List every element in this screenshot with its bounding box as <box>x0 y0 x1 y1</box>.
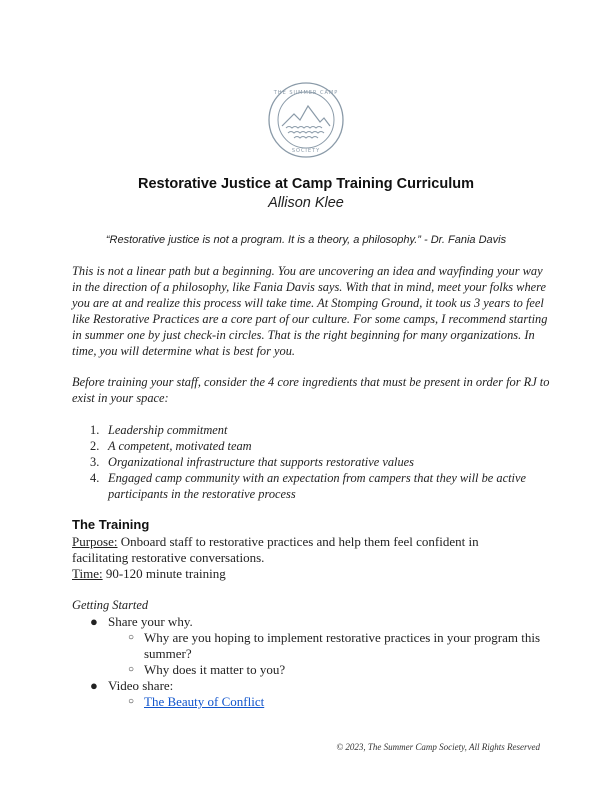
intro-paragraph: This is not a linear path but a beginning. You are uncovering an idea and wayfinding your way in the direction of a philosophy, like Fania Davis says. With that in mind, meet your folks where you are at and realize this process will take time. At Stomping Ground, it took us 3 years to feel like Restorative Practices are a core part of our culture. For some camps, I recommend starting in summer one by just check-in circles. That is the right beginning for many organizations. In time, you will determine what is best for you. <box>72 264 548 358</box>
time-text: 90-120 minute training <box>102 566 226 581</box>
beauty-of-conflict-link[interactable]: The Beauty of Conflict <box>144 694 265 709</box>
hollow-bullet-icon: ○ <box>128 632 135 643</box>
epigraph-quote: “Restorative justice is not a program. It is a theory, a philosophy.” - Dr. Fania Davis <box>105 234 507 246</box>
hollow-bullet-icon: ○ <box>128 696 135 707</box>
list-item: ○ Why does it matter to you? <box>128 662 286 677</box>
svg-text:THE SUMMER CAMP: THE SUMMER CAMP <box>273 90 339 96</box>
copyright-footer: © 2023, The Summer Camp Society, All Rights Reserved <box>336 742 540 752</box>
document-title: Restorative Justice at Camp Training Curriculum <box>137 176 474 192</box>
list-item: ○ Why are you hoping to implement restorative practices in your program this summer? <box>128 630 541 661</box>
getting-started-heading: Getting Started <box>72 598 149 612</box>
list-item: ● Video share: <box>90 678 174 693</box>
list-item: ● Share your why. <box>90 614 193 629</box>
hollow-bullet-icon: ○ <box>128 664 135 675</box>
list-item: 3. Organizational infrastructure that supports restorative values <box>90 455 414 469</box>
svg-text:SOCIETY: SOCIETY <box>291 148 321 154</box>
list-item: 4. Engaged camp community with an expectation from campers that they will be active participants in the restorative process <box>90 471 526 501</box>
getting-started-list <box>72 614 542 710</box>
summer-camp-society-logo-icon <box>266 80 346 160</box>
list-item: 1. Leadership commitment <box>90 423 228 437</box>
purpose-label: Purpose: <box>72 534 118 549</box>
time-label: Time: <box>72 566 103 581</box>
list-item: 2. A competent, motivated team <box>90 439 252 453</box>
core-ingredients-list <box>72 422 552 502</box>
purpose-text: Onboard staff to restorative practices and help them feel confident in facilitating restorative conversations. <box>72 534 479 565</box>
section-heading-training: The Training <box>72 517 150 532</box>
bullet-icon: ● <box>90 678 98 693</box>
bullet-icon: ● <box>90 614 98 629</box>
list-item <box>72 694 542 710</box>
author-name: Allison Klee <box>268 195 344 211</box>
ingredients-intro-paragraph: Before training your staff, consider the 4 core ingredients that must be present in order for RJ to exist in your space: <box>72 375 550 405</box>
training-info <box>72 534 522 582</box>
